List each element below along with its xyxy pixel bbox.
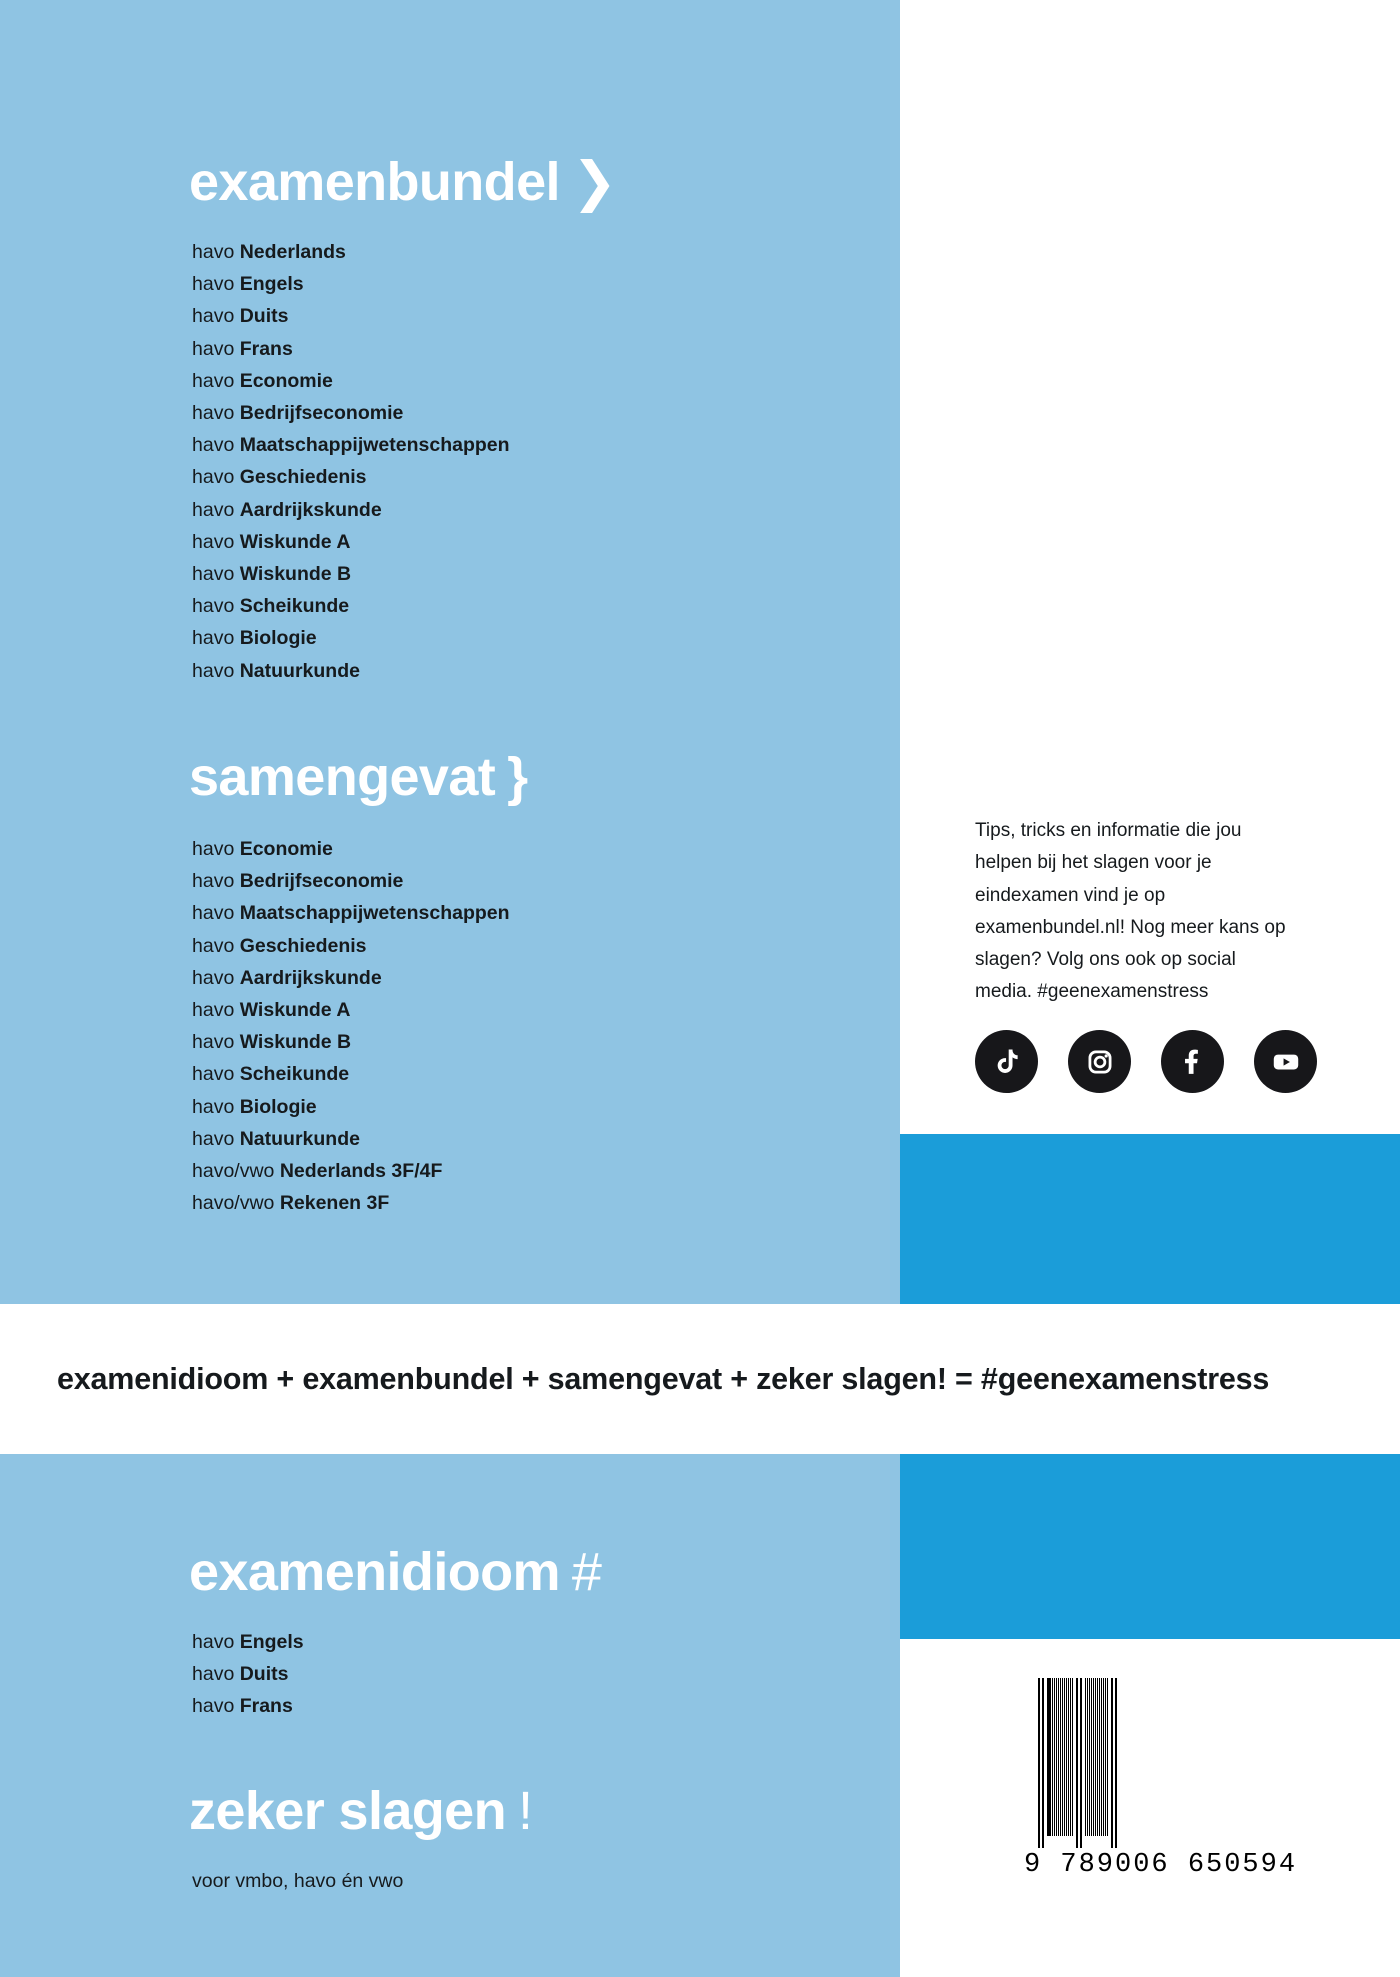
samengevat-heading-text: samengevat bbox=[189, 747, 496, 807]
top-accent-block bbox=[900, 1134, 1400, 1304]
subject-name: Geschiedenis bbox=[239, 934, 367, 957]
subject-item bbox=[192, 1058, 510, 1090]
subject-level: havo bbox=[192, 305, 240, 328]
subject-item bbox=[192, 494, 510, 526]
bottom-accent-block bbox=[900, 1454, 1400, 1639]
subject-name: Scheikunde bbox=[239, 1063, 350, 1086]
subject-level: havo bbox=[192, 659, 240, 682]
subject-level: havo bbox=[192, 870, 240, 893]
subject-level: havo bbox=[192, 1695, 240, 1718]
zeker-slagen-heading-text: zeker slagen bbox=[189, 1781, 506, 1841]
examenbundel-heading bbox=[189, 152, 617, 212]
subject-name: Economie bbox=[239, 838, 333, 860]
bottom-blue-panel bbox=[0, 1454, 900, 1977]
exclamation-icon: ! bbox=[518, 1781, 533, 1841]
examenidioom-heading-text: examenidioom bbox=[189, 1542, 560, 1602]
subject-item bbox=[192, 1026, 510, 1058]
subject-item bbox=[192, 865, 510, 897]
subject-item bbox=[192, 397, 510, 429]
subject-level: havo bbox=[192, 1663, 240, 1686]
tagline-text: examenidioom + examenbundel + samengevat + zeker slagen! = #geenexamenstress bbox=[57, 1361, 1270, 1396]
examenidioom-subject-list bbox=[192, 1626, 304, 1723]
zeker-slagen-subtitle: voor vmbo, havo én vwo bbox=[192, 1870, 404, 1892]
subject-item bbox=[192, 1155, 510, 1187]
subject-name: Rekenen 3F bbox=[279, 1192, 390, 1215]
subject-level: havo bbox=[192, 1063, 240, 1086]
subject-item bbox=[192, 1658, 304, 1690]
subject-level: havo bbox=[192, 241, 240, 263]
examenbundel-subject-list bbox=[192, 236, 510, 687]
subject-name: Engels bbox=[239, 273, 304, 296]
subject-item bbox=[192, 429, 510, 461]
subject-name: Wiskunde A bbox=[239, 999, 351, 1022]
examenbundel-heading-text: examenbundel bbox=[189, 152, 560, 212]
barcode-block bbox=[1010, 1668, 1298, 1898]
barcode-number: 9 789006 650594 bbox=[1024, 1850, 1298, 1880]
subject-name: Geschiedenis bbox=[239, 466, 367, 489]
subject-item bbox=[192, 962, 510, 994]
subject-level: havo bbox=[192, 999, 240, 1022]
subject-name: Maatschappijwetenschappen bbox=[239, 902, 510, 925]
subject-item bbox=[192, 590, 510, 622]
brace-icon: } bbox=[507, 747, 528, 807]
subject-item bbox=[192, 930, 510, 962]
youtube-icon[interactable] bbox=[1254, 1030, 1317, 1093]
subject-name: Biologie bbox=[239, 627, 317, 650]
subject-item bbox=[192, 1626, 304, 1658]
hash-icon: # bbox=[571, 1542, 602, 1602]
examenidioom-heading bbox=[189, 1542, 602, 1602]
samengevat-subject-list bbox=[192, 833, 510, 1219]
subject-item bbox=[192, 268, 510, 300]
subject-level: havo bbox=[192, 563, 240, 586]
subject-level: havo bbox=[192, 902, 240, 925]
subject-item bbox=[192, 300, 510, 332]
subject-item bbox=[192, 1690, 304, 1722]
tagline-strip bbox=[0, 1304, 1400, 1454]
social-icon-row bbox=[975, 1030, 1317, 1093]
subject-level: havo bbox=[192, 498, 240, 521]
subject-level: havo bbox=[192, 934, 240, 957]
subject-name: Duits bbox=[239, 1663, 289, 1686]
subject-level: havo bbox=[192, 466, 240, 489]
barcode-bars bbox=[1024, 1678, 1281, 1848]
subject-item bbox=[192, 622, 510, 654]
subject-level: havo bbox=[192, 337, 240, 360]
chevron-right-icon: ❯ bbox=[571, 152, 617, 212]
subject-level: havo bbox=[192, 273, 240, 296]
subject-item bbox=[192, 526, 510, 558]
subject-item bbox=[192, 558, 510, 590]
subject-name: Nederlands 3F/4F bbox=[279, 1160, 443, 1183]
subject-item bbox=[192, 833, 510, 865]
subject-name: Economie bbox=[239, 369, 333, 392]
subject-level: havo bbox=[192, 1127, 240, 1150]
subject-name: Aardrijkskunde bbox=[239, 498, 382, 521]
subject-level: havo bbox=[192, 1631, 240, 1653]
subject-name: Biologie bbox=[239, 1095, 317, 1118]
subject-name: Natuurkunde bbox=[239, 659, 360, 682]
tiktok-icon[interactable] bbox=[975, 1030, 1038, 1093]
subject-level: havo/vwo bbox=[192, 1192, 280, 1215]
subject-level: havo/vwo bbox=[192, 1160, 280, 1183]
subject-item bbox=[192, 1123, 510, 1155]
subject-name: Scheikunde bbox=[239, 595, 350, 618]
info-paragraph: Tips, tricks en informatie die jou helpen bij het slagen voor je eindexamen vind je op examenbundel.nl! Nog meer kans op slagen? Volg ons ook op social media. #geenexamenstress bbox=[975, 820, 1286, 1003]
subject-name: Aardrijkskunde bbox=[239, 966, 382, 989]
subject-item bbox=[192, 1091, 510, 1123]
subject-name: Nederlands bbox=[239, 241, 346, 263]
subject-name: Engels bbox=[239, 1631, 304, 1653]
subject-name: Bedrijfseconomie bbox=[239, 402, 404, 425]
subject-level: havo bbox=[192, 402, 240, 425]
subject-name: Duits bbox=[239, 305, 289, 328]
subject-level: havo bbox=[192, 595, 240, 618]
subject-name: Wiskunde B bbox=[239, 1031, 352, 1054]
instagram-icon[interactable] bbox=[1068, 1030, 1131, 1093]
subject-name: Frans bbox=[239, 1695, 293, 1718]
subject-level: havo bbox=[192, 1095, 240, 1118]
subject-name: Wiskunde B bbox=[239, 563, 352, 586]
subject-item bbox=[192, 365, 510, 397]
subject-level: havo bbox=[192, 369, 240, 392]
subject-level: havo bbox=[192, 1031, 240, 1054]
subject-item bbox=[192, 236, 510, 268]
subject-item bbox=[192, 655, 510, 687]
subject-item bbox=[192, 461, 510, 493]
zeker-slagen-heading bbox=[189, 1781, 533, 1841]
subject-level: havo bbox=[192, 530, 240, 553]
subject-level: havo bbox=[192, 627, 240, 650]
subject-level: havo bbox=[192, 434, 240, 457]
subject-item bbox=[192, 994, 510, 1026]
subject-name: Natuurkunde bbox=[239, 1127, 360, 1150]
subject-level: havo bbox=[192, 966, 240, 989]
facebook-icon[interactable] bbox=[1161, 1030, 1224, 1093]
subject-item bbox=[192, 1187, 510, 1219]
subject-name: Bedrijfseconomie bbox=[239, 870, 404, 893]
subject-name: Frans bbox=[239, 337, 293, 360]
subject-name: Wiskunde A bbox=[239, 530, 351, 553]
info-block bbox=[975, 815, 1290, 1009]
subject-item bbox=[192, 333, 510, 365]
subject-name: Maatschappijwetenschappen bbox=[239, 434, 510, 457]
samengevat-heading bbox=[189, 747, 528, 807]
subject-item bbox=[192, 897, 510, 929]
subject-level: havo bbox=[192, 838, 240, 860]
